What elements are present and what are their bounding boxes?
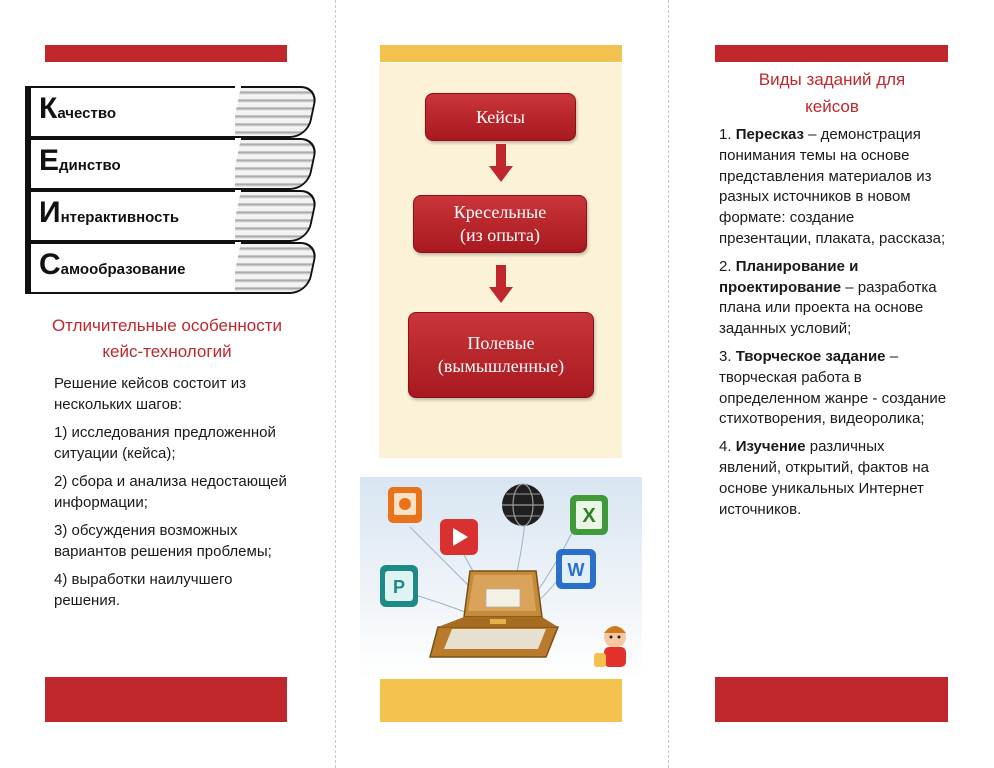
keis-books-stack <box>25 66 308 294</box>
top-bar-col3 <box>715 45 948 62</box>
flow-box-label: Кейсы <box>475 106 526 127</box>
fold-line-right <box>668 0 669 768</box>
features-text <box>54 374 294 619</box>
top-bar-col2 <box>380 45 622 62</box>
features-title-line2: кейс-технологий <box>102 342 232 361</box>
task-type-number: 2. <box>719 257 736 275</box>
flow-box-label: (вымышленные) <box>437 356 565 376</box>
features-step: 2) сбора и анализа недостающей информации; <box>54 473 287 511</box>
flow-box-label: Кресельные <box>453 202 547 222</box>
book-label <box>39 250 185 280</box>
task-types-title-line2: кейсов <box>805 97 859 116</box>
task-type-description: различных явлений, открытий, фактов на основе уникальных Интернет источников. <box>719 438 929 518</box>
task-types-title-line1: Виды заданий для <box>758 70 906 89</box>
task-type-description: – разработка плана или проекта на основе заданных условий; <box>719 278 937 338</box>
bottom-bar-col1 <box>45 677 287 722</box>
excel-icon <box>570 495 608 535</box>
book-label-capital: Е <box>39 144 60 177</box>
task-types-list <box>719 125 949 527</box>
book-label <box>39 198 179 228</box>
book-label <box>39 146 121 176</box>
powerpoint-icon <box>388 487 422 523</box>
task-type-number: 1. <box>719 126 736 143</box>
features-step: 3) обсуждения возможных вариантов решения проблемы; <box>54 522 272 560</box>
task-type-term: Пересказ <box>735 126 804 143</box>
flow-box-polevye <box>408 312 594 398</box>
briefcase-icon <box>430 571 558 657</box>
features-step: 1) исследования предложенной ситуации (кейса); <box>54 424 276 462</box>
task-type-number: 4. <box>719 438 736 456</box>
svg-text:P: P <box>392 577 406 597</box>
fold-line-left <box>335 0 336 768</box>
book-interaktivnost <box>25 190 308 242</box>
publisher-icon <box>380 565 418 607</box>
flow-arrow-down-icon <box>489 144 513 184</box>
task-type-description: – творческая работа в определенном жанре - создание стихотворения, видеоролика; <box>719 347 947 428</box>
briefcase-scene <box>360 477 642 679</box>
book-label-rest: нтерактивность <box>60 209 180 226</box>
book-label-rest: динство <box>59 157 121 174</box>
video-play-icon <box>440 519 478 555</box>
task-types-title <box>716 66 948 120</box>
bottom-bar-col2 <box>380 677 622 722</box>
book-pages <box>230 242 319 294</box>
book-samoobrazovanie <box>25 242 308 294</box>
task-type-term: Планирование и проектирование <box>719 257 859 296</box>
svg-text:W: W <box>567 560 585 580</box>
features-intro: Решение кейсов состоит из нескольких шагов: <box>54 375 247 413</box>
book-pages <box>230 138 319 190</box>
flow-box-label: Полевые <box>467 333 535 353</box>
book-pages <box>230 190 319 242</box>
top-bar-col1 <box>45 45 287 62</box>
task-type-item <box>719 125 949 250</box>
globe-icon <box>502 484 544 526</box>
book-kachestvo <box>25 86 308 138</box>
book-pages <box>230 86 319 138</box>
flow-box-label: (из опыта) <box>459 225 541 245</box>
book-label-capital: И <box>39 196 61 229</box>
task-type-item <box>719 437 949 520</box>
cartoon-child-icon <box>594 626 626 667</box>
task-type-number: 3. <box>719 347 736 365</box>
task-type-description: – демонстрация понимания темы на основе представления материалов из разных источников в новом формате: создание презентации, плаката, рассказа; <box>719 126 946 247</box>
features-title <box>22 313 312 365</box>
svg-text:X: X <box>582 505 596 527</box>
task-type-item <box>719 347 949 430</box>
book-label-rest: ачество <box>57 105 117 122</box>
flow-box-keselnye <box>413 195 587 253</box>
task-type-term: Изучение <box>735 438 806 456</box>
bottom-bar-col3 <box>715 677 948 722</box>
word-icon <box>556 549 596 589</box>
book-edinstvo <box>25 138 308 190</box>
task-type-term: Творческое задание <box>735 347 886 365</box>
book-label-capital: С <box>39 248 61 281</box>
flow-box-keisy <box>425 93 576 141</box>
task-type-item <box>719 257 949 340</box>
case-briefcase-illustration <box>360 477 642 679</box>
book-label-rest: амообразование <box>60 261 186 278</box>
flow-arrow-down-icon <box>489 265 513 305</box>
features-step: 4) выработки наилучшего решения. <box>54 571 233 609</box>
book-label-capital: К <box>39 92 58 125</box>
features-title-line1: Отличительные особенности <box>51 316 283 335</box>
book-label <box>39 94 116 124</box>
